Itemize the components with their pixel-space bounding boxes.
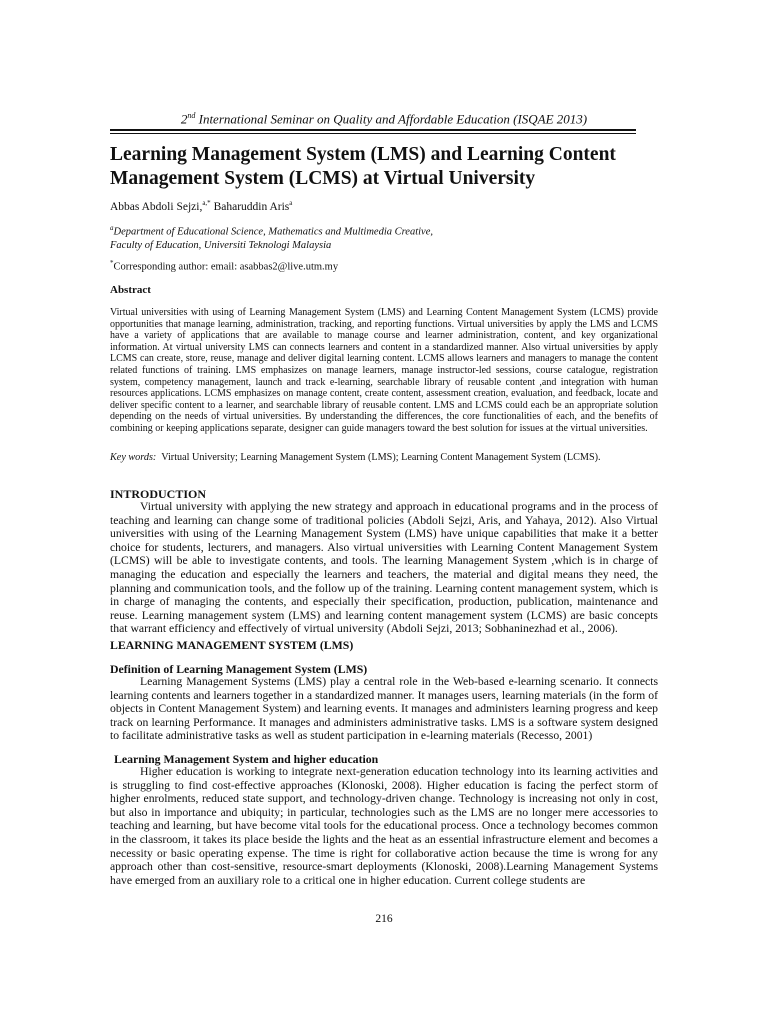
author-1-marks: a,* [202,199,211,207]
abstract-heading: Abstract [110,284,151,296]
keywords [110,451,601,464]
page-number: 216 [375,913,393,925]
header-rule-thin [110,133,636,134]
affiliation-line-2: Faculty of Education, Universiti Teknologi Malaysia [110,239,332,251]
abstract-text: Virtual universities with using of Learning Management System (LMS) and Learning Content Management System (LCMS) provide opportunities that manage learning, administration, tracking, and reporting functions. Virtual universities by apply the LMS and LCMS have a variety of applications that are available to manage course and learner administration, content, and key organizational information. At virtual university LMS can connects learners and content in a standardized manner. Also virtual universities by apply LCMS can create, store, reuse, manage and deliver digital learning content. LCMS allows learners and managers to manage the content related functions of training. LMS emphasizes on manage learners, manage instructor-led sessions, course catalogue, registration system, competency management, launch and track e-learning, searchable library of reusable content ,and integration with human resources applications. LCMS emphasizes on manage content, create content, assessment creation, evaluation, and feedback, locate and deliver specific content to a learner, and searchable library of reusable content. LMS and LCMS could each be an appropriate solution depending on the needs of virtual universities. By understanding the differences, the core functionalities of each, and the benefits of combining or keeping applications separate, designer can guide managers toward the best solution for issues at the virtual universities. [110,307,658,434]
conference-name: International Seminar on Quality and Affordable Education (ISQAE 2013) [198,111,588,127]
definition-subheading: Definition of Learning Management System (LMS) [110,662,368,676]
higher-education-paragraph: Higher education is working to integrate next-generation education technology into its learning activities and is struggling to find cost-effective approaches (Klonoski, 2008). Higher education is facing the perfect storm of higher enrolments, reduced state support, and technology-driven change. Technology is increasing not only in cost, but also in importance and ubiquity; in particular, technologies such as the LMS are no longer mere accessories to teaching and learning, but have become vital tools for the educational process. Once a technology becomes common in the classroom, it takes its place beside the lights and the heat as an essential infrastructure element and becomes a necessity or basic operating expense. The time is right for collaborative action because the time is wrong for any approach other than cost-sensitive, resource-smart deployments (Klonoski, 2008).Learning Management Systems have emerged from an auxiliary role to a critical one in higher education. Current college students are [110,765,658,887]
affiliation [110,222,433,252]
author-1: Abbas Abdoli Sejzi, [110,200,203,213]
author-2-marks: a [289,199,293,207]
introduction-heading: INTRODUCTION [110,487,207,501]
corresponding-mark: * [110,259,114,267]
header-rule-thick [110,129,636,131]
conference-header [110,108,658,127]
corresponding-author [110,257,338,274]
introduction-paragraph: Virtual university with applying the new strategy and approach in educational programs and in the process of teaching and learning can change some of traditional policies (Abdoli Sejzi, Aris, and Yahaya, 2012). Also Virtual universities with using of the Learning Management System (LMS) have unique capabilities that make it a better choice for students, lecturers, and managers. Also virtual universities with Learning Content Management System (LCMS) will be able to investigate contents, and tools. The learning Management System ,which is in charge of managing the education and especially the learners and teachers, the material and digital means they need, the planning and communication tools, and the follow up of the training. Learning content management system, which is in charge of managing the contents, and especially their specification, production, publication, maintenance and reuse. Learning management system (LMS) and learning content management system (LCMS) are basic concepts that warrant efficiency and effectively of virtual university (Abdoli Sejzi, 2013; Sobhaninezhad et al., 2006). [110,500,658,636]
definition-paragraph: Learning Management Systems (LMS) play a central role in the Web-based e-learning scenario. It connects learning contents and learners together in a standardized manner. It manages users, learning materials (in the form of objects in Content Management System) and learning events. It manages and administers learning progress and keep track on learning Performance. It manages and administers administrative tasks. LMS is a software system designed to facilitate administrative tasks as well as student participation in e-learning materials (Recesso, 2001) [110,675,658,743]
conference-number-suffix: nd [187,111,196,120]
affiliation-line-1: Department of Educational Science, Mathematics and Multimedia Creative, [113,226,433,238]
corresponding-email: Corresponding author: email: asabbas2@live.utm.my [113,261,339,273]
author-2: Baharuddin Aris [210,200,290,213]
affiliation-mark: a [110,224,114,232]
lms-section-heading: LEARNING MANAGEMENT SYSTEM (LMS) [110,638,354,652]
keywords-list: Virtual University; Learning Management System (LMS); Learning Content Management System (LCMS). [161,452,601,463]
paper-title: Learning Management System (LMS) and Learning Content Management System (LCMS) at Virtual University [110,144,616,189]
author-line [110,196,292,214]
conference-number: 2 [180,111,188,127]
higher-education-subheading: Learning Management System and higher education [114,752,379,766]
keywords-label: Key words: [110,452,157,463]
